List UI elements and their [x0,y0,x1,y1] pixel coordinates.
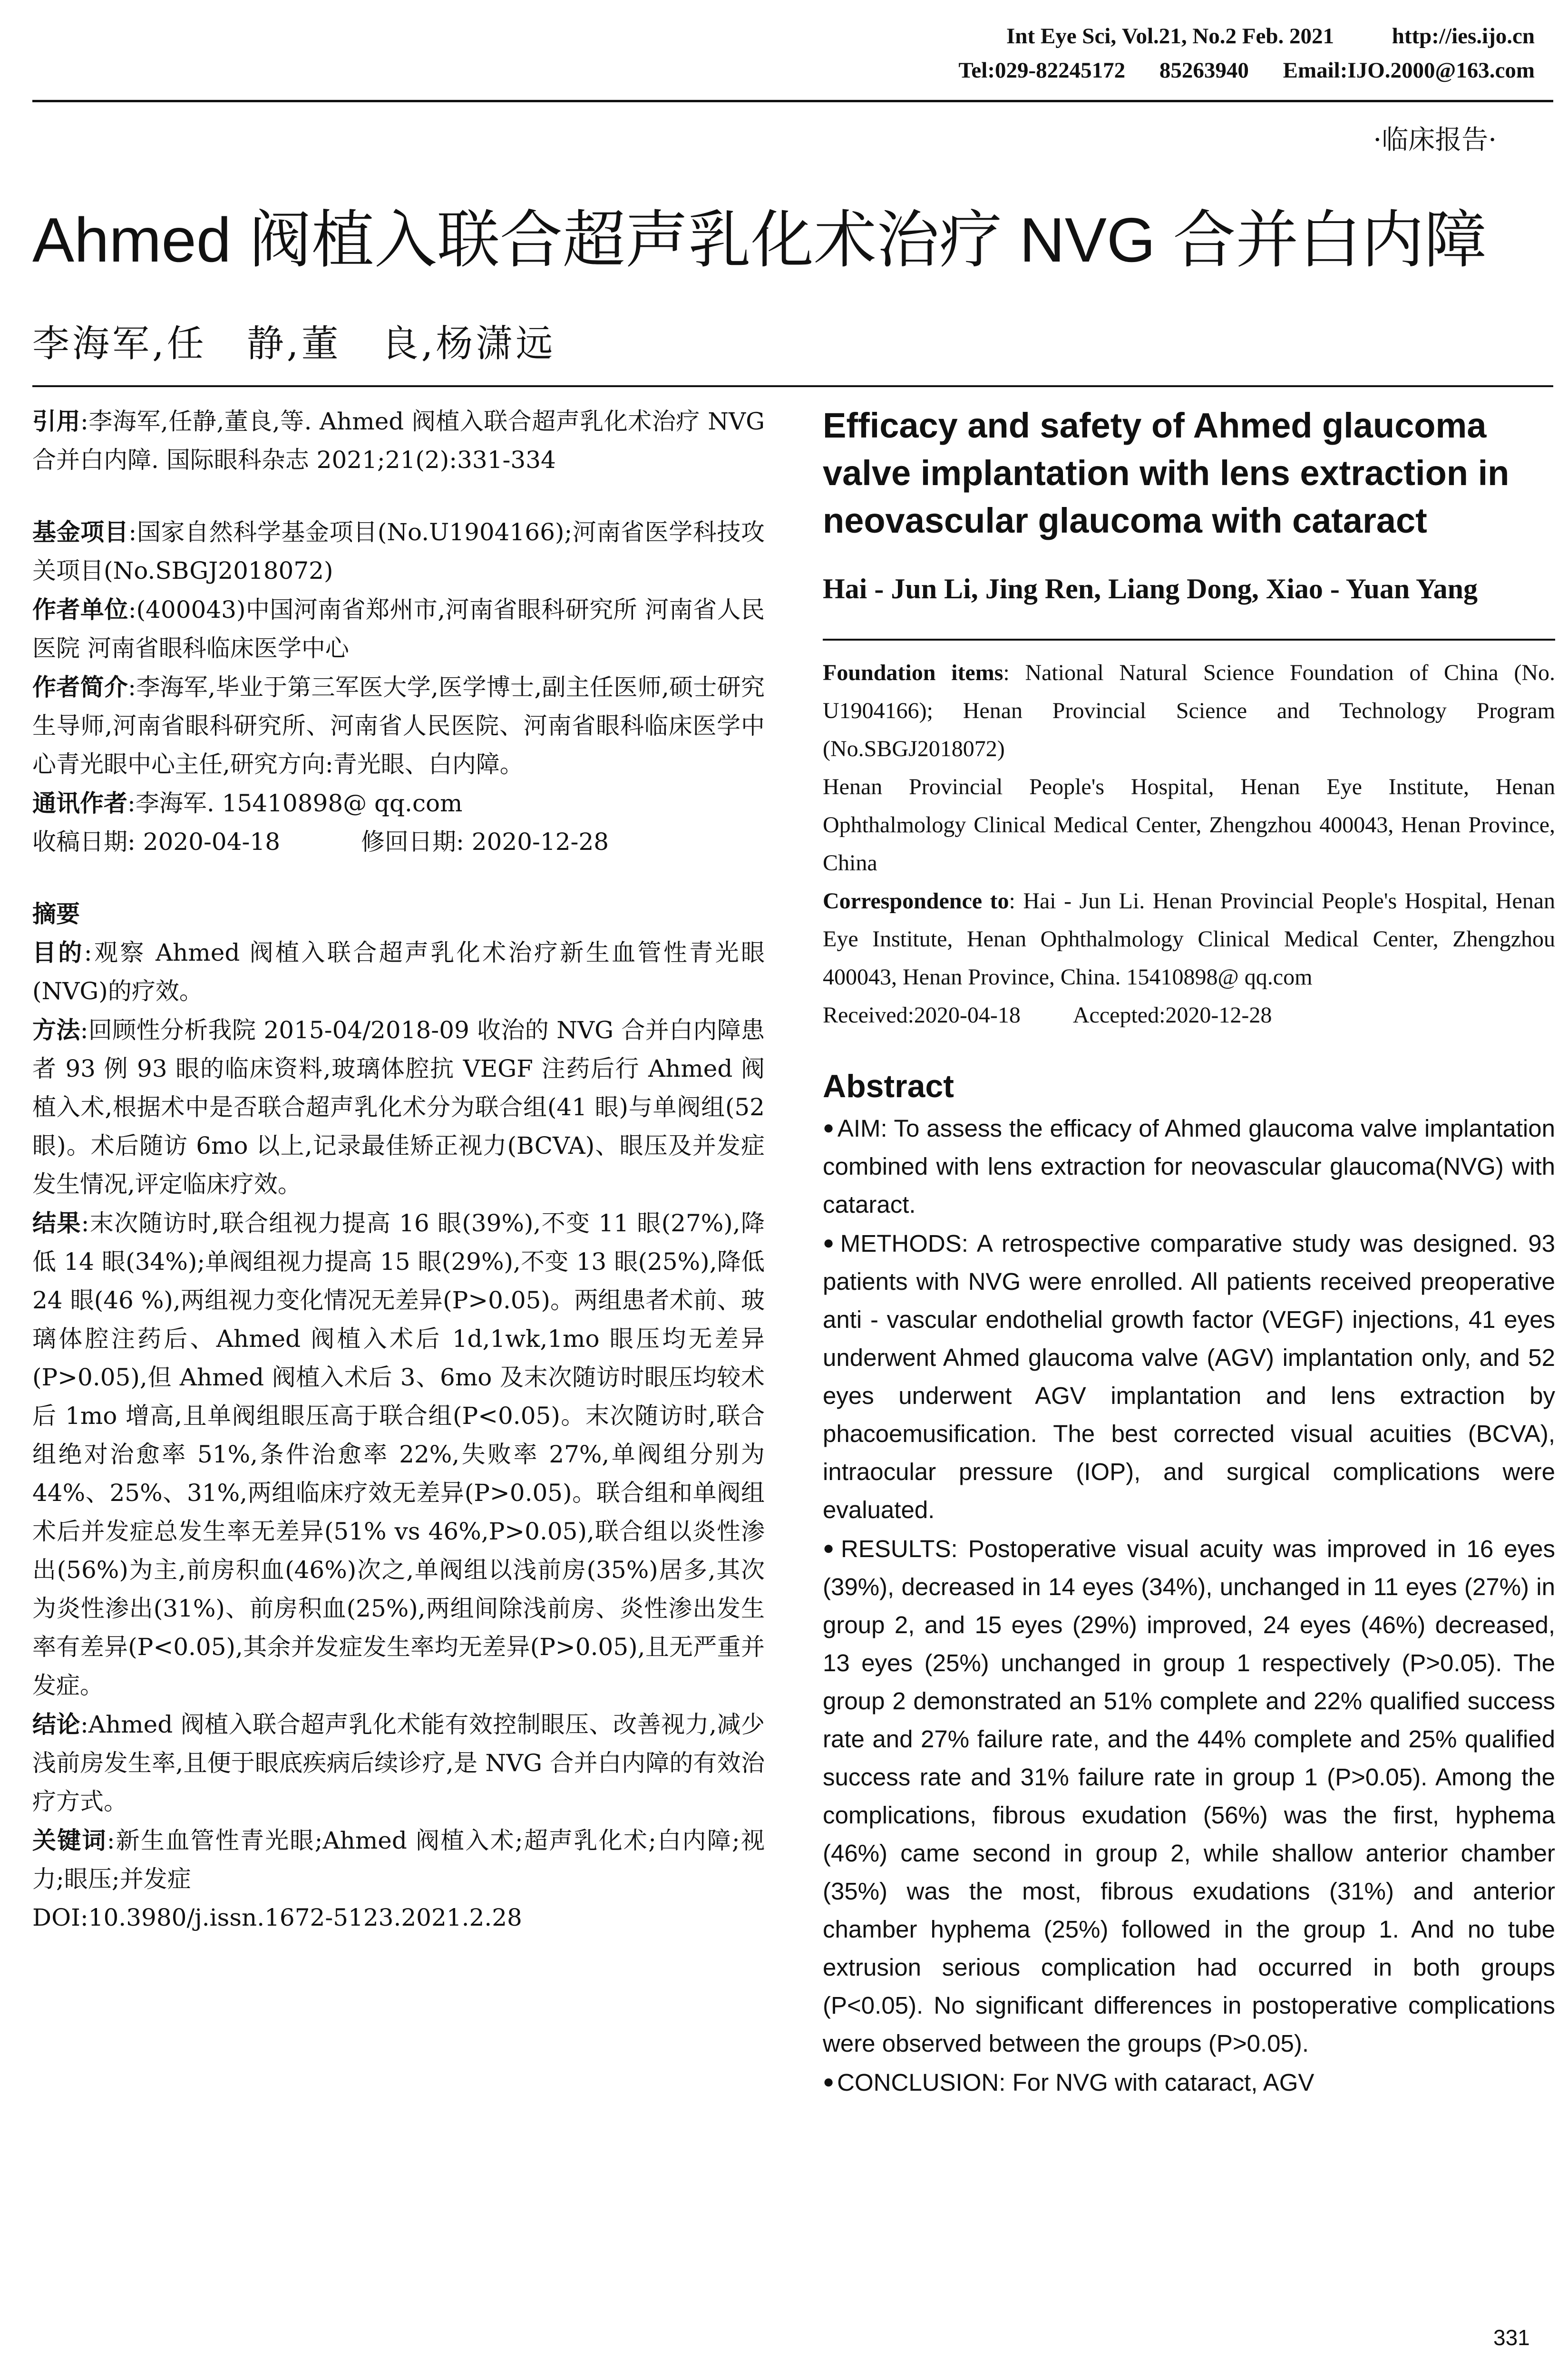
email-address[interactable]: IJO.2000@163.com [1347,58,1535,83]
tel-number-2: 85263940 [1159,58,1249,83]
en-results-text: Postoperative visual acuity was improved in 16 eyes (39%), decreased in 14 eyes (34%), unchanged in 11 eyes (27%) in group 2, and 15 eyes (29%) improved, 24 eyes (46%) decreased, 13 eyes (25%) unchanged in group 1 respectively (P>0.05). The group 2 demonstrated an 51% complete and 22% qualified success rate and 27% failure rate, and the 44% complete and 25% qualified success rate and 31% failure rate in group 1 (P>0.05). Among the complications, fibrous exudation (56%) was the first, hyphema (46%) came second in group 2, while shallow anterior chamber (35%) was the most, fibrous exudations (31%) and anterior chamber hyphema (25%) followed in the group 1. And no tube extrusion serious complication had occurred in both groups (P<0.05). No significant differences in postoperative complications were observed between the groups (P>0.05). [823,1535,1555,2057]
funding: 基金项目:国家自然科学基金项目(No.U1904166);河南省医学科技攻关项目(No.SBGJ2018072) [32,518,765,585]
bio-text: 李海军,毕业于第三军医大学,医学博士,副主任医师,硕士研究生导师,河南省眼科研究所、河南省人民医院、河南省眼科临床医学中心青光眼中心主任,研究方向:青光眼、白内障。 [32,673,765,778]
revised-label: 修回日期 [361,828,457,856]
funding-label: 基金项目 [32,518,129,546]
affiliation: 作者单位:(400043)中国河南省郑州市,河南省眼科研究所 河南省人民医院 河南省眼科临床医学中心 [32,595,765,662]
en-aim-label: AIM [837,1115,881,1142]
journal-header: Int Eye Sci, Vol.21, No.2 Feb. 2021 http://ies.ijo.cn Tel:029-82245172 85263940 Email:IJO.2000@163.com [821,19,1535,88]
bullet-icon: ● [823,2071,835,2092]
foundation-text: National Natural Science Foundation of China (No. U1904166); Henan Provincial Science and Technology Program (No.SBGJ2018072) [823,660,1555,761]
abstract-heading-en: Abstract [823,1068,954,1104]
aim-label: 目的 [32,938,84,966]
english-dates [823,996,1555,1034]
journal-name: Int Eye Sci [1006,24,1111,49]
aim: 目的:观察 Ahmed 阀植入联合超声乳化术治疗新生血管性青光眼(NVG)的疗效。 [32,938,765,1005]
funding-text: 国家自然科学基金项目(No.U1904166);河南省医学科技攻关项目(No.SBGJ2018072) [32,518,765,585]
header-rule [32,100,1553,102]
accepted-en: Accepted:2020-12-28 [1072,1003,1272,1028]
dates: 收稿日期: 2020-04-18 修回日期: 2020-12-28 [32,828,609,856]
received-date: 2020-04-18 [143,828,281,856]
foundation-label: Foundation items [823,660,1003,685]
methods-text: 回顾性分析我院 2015-04/2018-09 收治的 NVG 合并白内障患者 93 例 93 眼的临床资料,玻璃体腔抗 VEGF 注药后行 Ahmed 阀植入术,根据术中是否联合超声乳化术分为联合组(41 眼)与单阀组(52 眼)。术后随访 6mo 以上,记录最佳矫正视力(BCVA)、眼压及并发症发生情况,评定临床疗效。 [32,1016,765,1198]
tel-number-1: 029-82245172 [994,58,1126,83]
author-bio: 作者简介:李海军,毕业于第三军医大学,医学博士,副主任医师,硕士研究生导师,河南省眼科研究所、河南省人民医院、河南省眼科临床医学中心青光眼中心主任,研究方向:青光眼、白内障。 [32,673,765,778]
section-tag: ·临床报告· [1373,125,1497,156]
english-column [823,402,1555,2102]
doi[interactable]: DOI:10.3980/j.issn.1672-5123.2021.2.28 [32,1904,522,1931]
correspondence-text: Hai - Jun Li. Henan Provincial People's Hospital, Henan Eye Institute, Henan Ophthalmology Clinical Medical Center, Zhengzhou 400043, Henan Province, China. 15410898@ qq.com [823,888,1556,990]
affiliation-label: 作者单位 [32,595,128,623]
citation-text: 李海军,任静,董良,等. Ahmed 阀植入联合超声乳化术治疗 NVG 合并白内障. 国际眼科杂志 2021;21(2):331-334 [32,408,765,474]
email-label: Email [1283,58,1340,83]
english-authors-rule [823,639,1555,641]
methods: 方法:回顾性分析我院 2015-04/2018-09 收治的 NVG 合并白内障患者 93 例 93 眼的临床资料,玻璃体腔抗 VEGF 注药后行 Ahmed 阀植入术,根据术中是否联合超声乳化术分为联合组(41 眼)与单阀组(52 眼)。术后随访 6mo 以上,记录最佳矫正视力(BCVA)、眼压及并发症发生情况,评定临床疗效。 [32,1016,765,1198]
bullet-icon: ● [823,1538,838,1559]
en-conclusion: ● CONCLUSION: For NVG with cataract, AGV [823,2069,1315,2096]
bullet-icon: ● [823,1232,838,1253]
bio-label: 作者简介 [32,673,128,701]
keywords-text: 新生血管性青光眼;Ahmed 阀植入术;超声乳化术;白内障;视力;眼压;并发症 [32,1827,765,1893]
journal-volume: Vol.21 [1121,24,1181,49]
en-results-label: RESULTS [841,1535,951,1562]
abstract-heading-cn: 摘要 [32,900,80,928]
journal-issue: No.2 Feb. 2021 [1192,24,1334,49]
citation-label: 引用 [32,407,81,435]
keywords-label: 关键词 [32,1826,107,1854]
received-en: Received:2020-04-18 [823,1003,1021,1028]
results: 结果:末次随访时,联合组视力提高 16 眼(39%),不变 11 眼(27%),降低 14 眼(34%);单阀组视力提高 15 眼(29%),不变 13 眼(25%),降低 24 眼(46 %),两组视力变化情况无差异(P>0.05)。两组患者术前、玻璃体腔注药后、Ahmed 阀植入术后 1d,1wk,1mo 眼压均无差异(P>0.05),但 Ahmed 阀植入术后 3、6mo 及末次随访时眼压均较术后 1mo 增高,且单阀组眼压高于联合组(P<0.05)。末次随访时,联合组绝对治愈率 51%,条件治愈率 22%,失败率 27%,单阀组分别为 44%、25%、31%,两组临床疗效无差异(P>0.05)。联合组和单阀组术后并发症总发生率无差异(51% vs 46%,P>0.05),联合组以炎性渗出(56%)为主,前房积血(46%)次之,单阀组以浅前房(35%)居多,其次为炎性渗出(31%)、前房积血(25%),两组间除浅前房、炎性渗出发生率有差异(P<0.05),其余并发症发生率均无差异(P>0.05),且无严重并发症。 [32,1209,765,1699]
en-results: ● RESULTS: Postoperative visual acuity was improved in 16 eyes (39%), decreased in 14 eyes (34%), unchanged in 11 eyes (27%) in group 2, and 15 eyes (29%) improved, 24 eyes (46%) decreased, 13 eyes (25%) unchanged in group 1 respectively (P>0.05). The group 2 demonstrated an 51% complete and 22% qualified success rate and 27% failure rate, and the 44% complete and 25% qualified success rate and 31% failure rate in group 1 (P>0.05). Among the complications, fibrous exudation (56%) was the first, hyphema (46%) came second in group 2, while shallow anterior chamber (35%) was the most, fibrous exudations (31%) and anterior chamber hyphema (25%) followed in the group 1. And no tube extrusion serious complication had occurred in both groups (P<0.05). No significant differences in postoperative complications were observed between the groups (P>0.05). [823,1535,1555,2057]
journal-url[interactable]: http://ies.ijo.cn [1392,24,1535,49]
foundation: Foundation items: National Natural Science Foundation of China (No. U1904166); Henan Provincial Science and Technology Program (No.SBGJ2018072) [823,660,1555,761]
revised-date: 2020-12-28 [471,828,609,856]
authors-rule [32,385,1553,387]
en-methods-label: METHODS [840,1230,962,1257]
correspondence-label: Correspondence to [823,888,1009,914]
chinese-column [32,402,765,1937]
article-title: Ahmed 阀植入联合超声乳化术治疗 NVG 合并白内障 [32,205,1487,275]
english-abstract [823,1109,1555,2102]
english-title: Efficacy and safety of Ahmed glaucoma valve implantation with lens extraction in neovascular glaucoma with cataract [823,406,1510,540]
en-conclusion-label: CONCLUSION [837,2069,999,2096]
english-meta [823,654,1555,1034]
citation: 引用:李海军,任静,董良,等. Ahmed 阀植入联合超声乳化术治疗 NVG 合并白内障. 国际眼科杂志 2021;21(2):331-334 [32,407,765,474]
tel-label: Tel [958,58,988,83]
methods-label: 方法 [32,1016,80,1044]
bullet-icon: ● [823,1117,835,1138]
results-text: 末次随访时,联合组视力提高 16 眼(39%),不变 11 眼(27%),降低 14 眼(34%);单阀组视力提高 15 眼(29%),不变 13 眼(25%),降低 24 眼(46 %),两组视力变化情况无差异(P>0.05)。两组患者术前、玻璃体腔注药后、Ahmed 阀植入术后 1d,1wk,1mo 眼压均无差异(P>0.05),但 Ahmed 阀植入术后 3、6mo 及末次随访时眼压均较术后 1mo 增高,且单阀组眼压高于联合组(P<0.05)。末次随访时,联合组绝对治愈率 51%,条件治愈率 22%,失败率 27%,单阀组分别为 44%、25%、31%,两组临床疗效无差异(P>0.05)。联合组和单阀组术后并发症总发生率无差异(51% vs 46%,P>0.05),联合组以炎性渗出(56%)为主,前房积血(46%)次之,单阀组以浅前房(35%)居多,其次为炎性渗出(31%)、前房积血(25%),两组间除浅前房、炎性渗出发生率有差异(P<0.05),其余并发症发生率均无差异(P>0.05),且无严重并发症。 [32,1209,765,1699]
aim-text: 观察 Ahmed 阀植入联合超声乳化术治疗新生血管性青光眼(NVG)的疗效。 [32,939,765,1005]
english-affiliation: Henan Provincial People's Hospital, Henan Eye Institute, Henan Ophthalmology Clinical Medical Center, Zhengzhou 400043, Henan Province, China [823,774,1555,876]
en-methods: ● METHODS: A retrospective comparative study was designed. 93 patients with NVG were enrolled. All patients received preoperative anti - vascular endothelial growth factor (VEGF) injections, 41 eyes underwent Ahmed glaucoma valve (AGV) implantation only, and 52 eyes underwent AGV implantation and lens extraction by phacoemusification. The best corrected visual acuities (BCVA), intraocular pressure (IOP), and surgical complications were evaluated. [823,1230,1555,1523]
conclusion: 结论:Ahmed 阀植入联合超声乳化术能有效控制眼压、改善视力,减少浅前房发生率,且便于眼底疾病后续诊疗,是 NVG 合并白内障的有效治疗方式。 [32,1710,765,1815]
author-list: 李海军,任 静,董 良,杨潇远 [32,322,556,365]
conclusion-text: Ahmed 阀植入联合超声乳化术能有效控制眼压、改善视力,减少浅前房发生率,且便于眼底疾病后续诊疗,是 NVG 合并白内障的有效治疗方式。 [32,1711,765,1815]
corr-text: 李海军. 15410898@ qq.com [135,789,463,817]
correspondence: Correspondence to: Hai - Jun Li. Henan Provincial People's Hospital, Henan Eye Institute, Henan Ophthalmology Clinical Medical Center, Zhengzhou 400043, Henan Province, China. 15410898@ qq.com [823,888,1556,990]
page-number: 331 [1493,2325,1530,2350]
affiliation-text: (400043)中国河南省郑州市,河南省眼科研究所 河南省人民医院 河南省眼科临床医学中心 [32,596,765,662]
corr-label: 通讯作者 [32,789,127,817]
keywords: 关键词:新生血管性青光眼;Ahmed 阀植入术;超声乳化术;白内障;视力;眼压;并发症 [32,1826,765,1893]
received-label: 收稿日期 [32,828,127,856]
conclusion-label: 结论 [32,1710,81,1738]
en-conclusion-text: For NVG with cataract, AGV [1012,2069,1315,2096]
results-label: 结果 [32,1209,81,1237]
english-authors: Hai - Jun Li, Jing Ren, Liang Dong, Xiao - Yuan Yang [823,573,1478,604]
corresponding-author: 通讯作者:李海军. 15410898@ qq.com [32,789,463,817]
en-aim-text: To assess the efficacy of Ahmed glaucoma valve implantation combined with lens extraction for neovascular glaucoma(NVG) with cataract. [823,1115,1555,1218]
en-methods-text: A retrospective comparative study was designed. 93 patients with NVG were enrolled. All patients received preoperative anti - vascular endothelial growth factor (VEGF) injections, 41 eyes underwent Ahmed glaucoma valve (AGV) implantation only, and 52 eyes underwent AGV implantation and lens extraction by phacoemusification. The best corrected visual acuities (BCVA), intraocular pressure (IOP), and surgical complications were evaluated. [823,1230,1555,1523]
en-aim: ● AIM: To assess the efficacy of Ahmed glaucoma valve implantation combined with lens extraction for neovascular glaucoma(NVG) with cataract. [823,1115,1555,1218]
